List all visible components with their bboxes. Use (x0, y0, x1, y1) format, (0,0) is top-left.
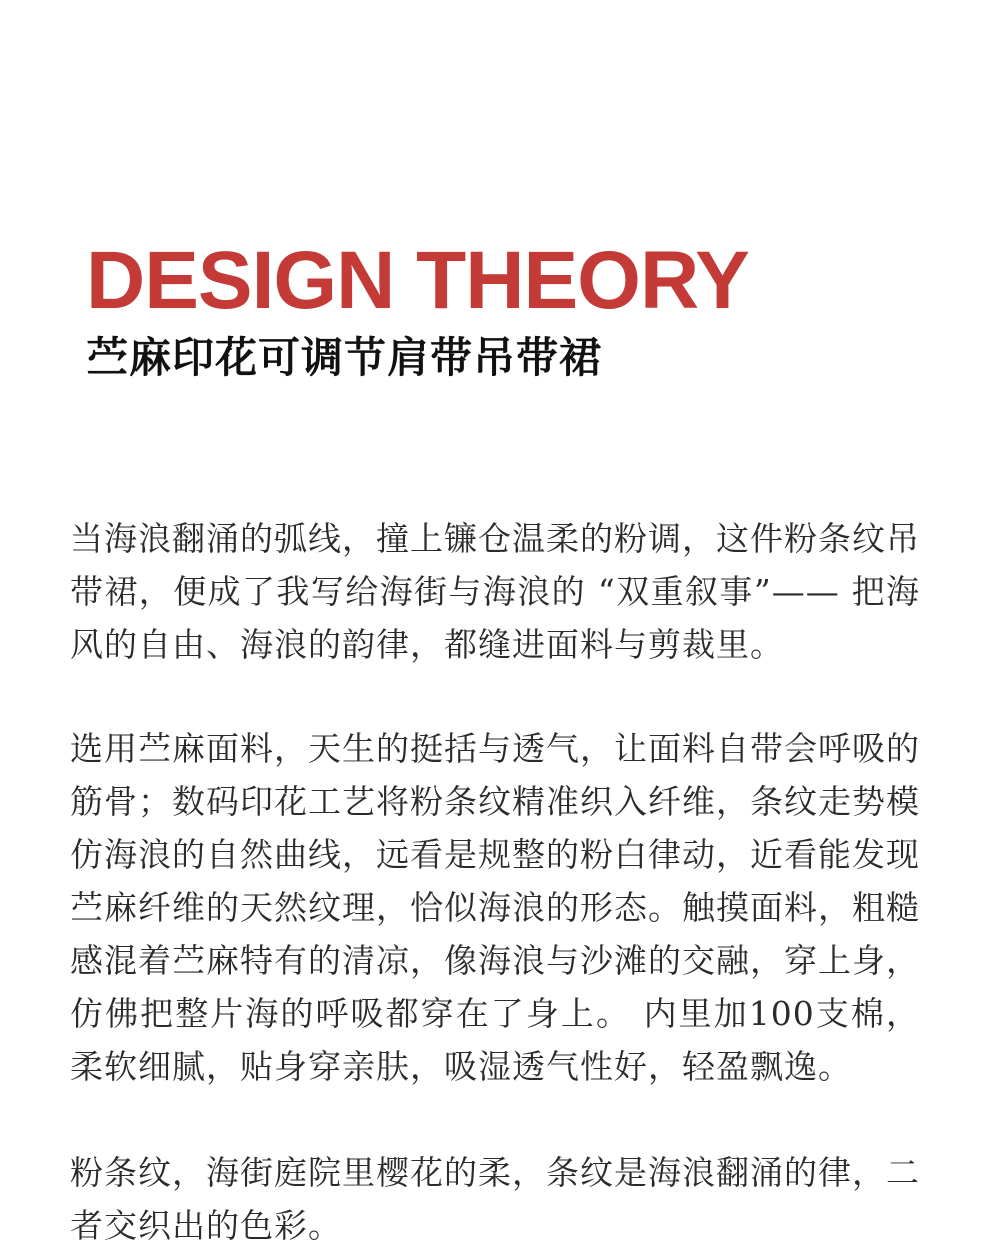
description-paragraph-fabric: 选用苎麻面料，天生的挺括与透气，让面料自带会呼吸的筋骨；数码印花工艺将粉条纹精准织入纤维，条纹走势模仿海浪的自然曲线，远看是规整的粉白律动，近看能发现苎麻纤维的天然纹理，恰似海浪的形态。触摸面料，粗糙感混着苎麻特有的清凉，像海浪与沙滩的交融，穿上身，仿佛把整片海的呼吸都穿在了身上。 内里加100支棉，柔软细腻，贴身穿亲肤，吸湿透气性好，轻盈飘逸。 (70, 729, 920, 1086)
design-theory-heading: DESIGN THEORY (86, 235, 749, 326)
product-title: 苎麻印花可调节肩带吊带裙 (86, 333, 603, 382)
description-paragraph-intro: 当海浪翻涌的弧线，撞上镰仓温柔的粉调，这件粉条纹吊带裙，便成了我写给海街与海浪的 “双重叙事”—— 把海风的自由、海浪的韵律，都缝进面料与剪裁里。 (70, 519, 920, 664)
description-paragraph-pattern: 粉条纹，海街庭院里樱花的柔，条纹是海浪翻涌的律，二者交织出的色彩。 (70, 1153, 920, 1245)
